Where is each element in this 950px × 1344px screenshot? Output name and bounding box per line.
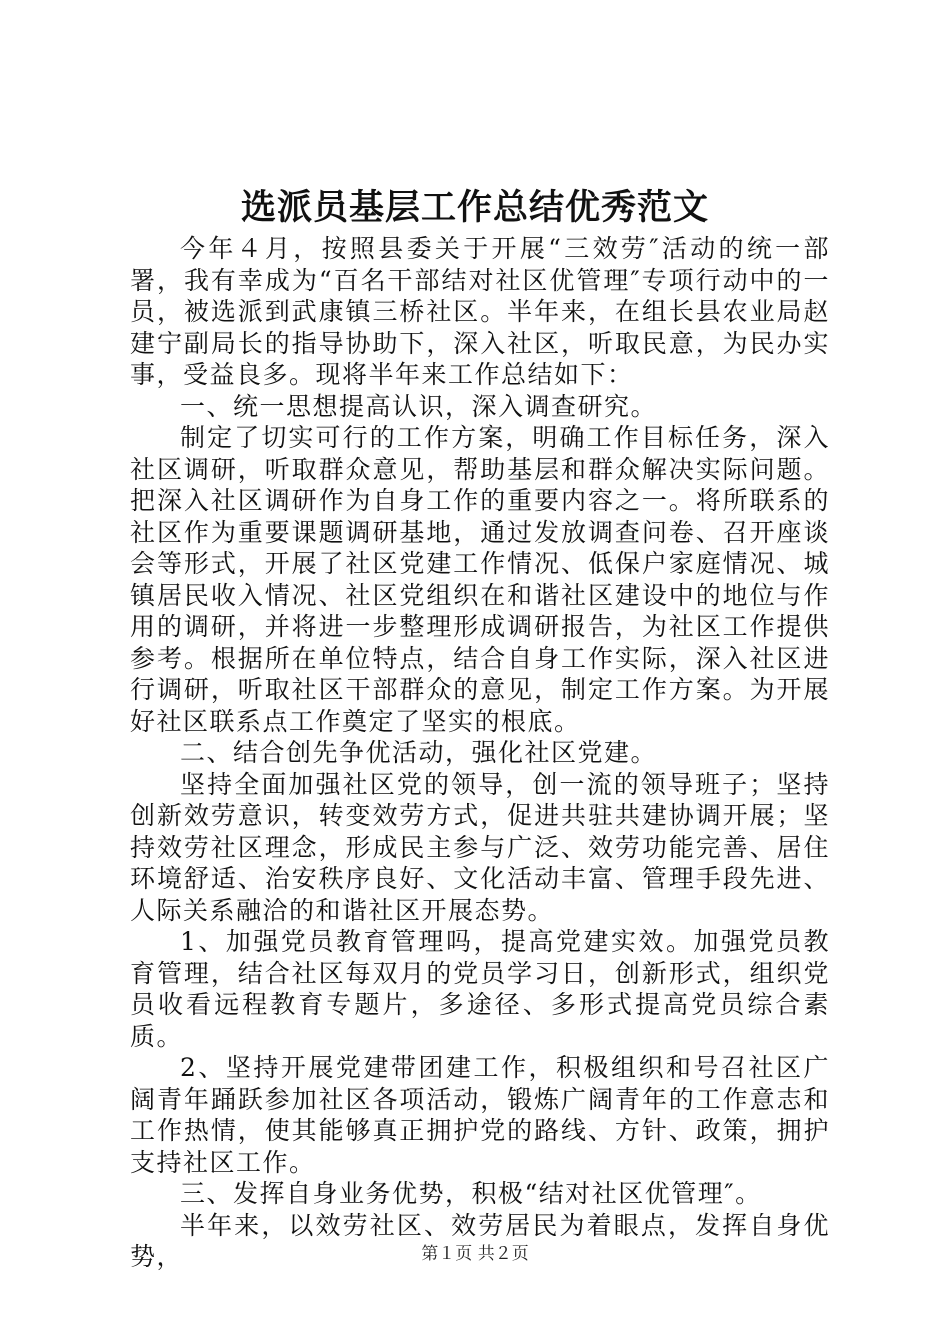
paragraph: 制定了切实可行的工作方案，明确工作目标任务，深入社区调研，听取群众意见，帮助基层和群众解决实际问题。把深入社区调研作为自身工作的重要内容之一。将所联系的社区作为重要课题调研基地，通过发放调查问卷、召开座谈会等形式，开展了社区党建工作情况、低保户家庭情况、城镇居民收入情况、社区党组织在和谐社区建设中的地位与作用的调研，并将进一步整理形成调研报告，为社区工作提供参考。根据所在单位特点，结合自身工作实际，深入社区进行调研，听取社区干部群众的意见，制定工作方案。为开展好社区联系点工作奠定了坚实的根底。 <box>130 423 830 736</box>
section-heading: 二、结合创先争优活动，强化社区党建。 <box>180 738 658 767</box>
document-title: 选派员基层工作总结优秀范文 <box>240 187 709 228</box>
section-heading: 三、发挥自身业务优势，积极“结对社区优管理″。 <box>180 1179 762 1208</box>
paragraph: 坚持全面加强社区党的领导，创一流的领导班子；坚持创新效劳意识，转变效劳方式，促进共驻共建协调开展；坚持效劳社区理念，形成民主参与广泛、效劳功能完善、居住环境舒适、治安秩序良好、文化活动丰富、管理手段先进、人际关系融洽的和谐社区开展态势。 <box>130 769 830 925</box>
paragraph: 1、加强党员教育管理吗，提高党建实效。加强党员教育管理，结合社区每双月的党员学习日，创新形式，组织党员收看远程教育专题片，多途径、多形式提高党员综合素质。 <box>130 927 830 1051</box>
page-number-footer: 第１页 共２页 <box>421 1244 529 1264</box>
document-body <box>130 233 830 1273</box>
section-heading: 一、统一思想提高认识，深入调查研究。 <box>180 391 658 421</box>
paragraph: 2、坚持开展党建带团建工作，积极组织和号召社区广阔青年踊跃参加社区各项活动，锻炼广阔青年的工作意志和工作热情，使其能够真正拥护党的路线、方针、政策，拥护支持社区工作。 <box>130 1053 830 1177</box>
paragraph: 今年４月，按照县委关于开展“三效劳″活动的统一部署，我有幸成为“百名干部结对社区优管理″专项行动中的一员，被选派到武康镇三桥社区。半年来，在组长县农业局赵建宁副局长的指导协助下，深入社区，听取民意，为民办实事，受益良多。现将半年来工作总结如下： <box>130 234 830 389</box>
paragraph: 半年来，以效劳社区、效劳居民为着眼点，发挥自身优势， <box>130 1210 830 1271</box>
